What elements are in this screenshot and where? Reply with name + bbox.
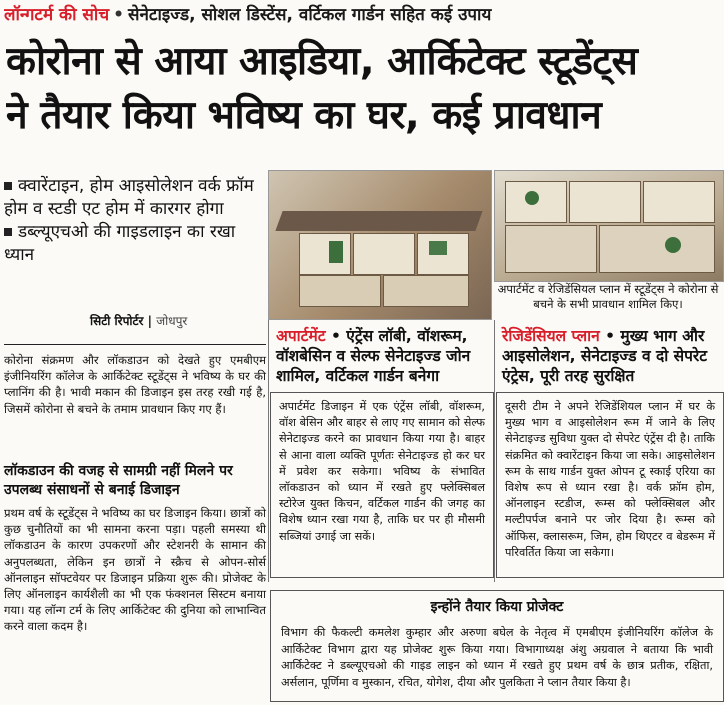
bullet-dot: • (113, 5, 124, 25)
apartment-title: एंट्रेंस लॉबी, वॉशरूम, वॉशबेसिन व सेल्फ सेनेटाइज्ड जोन शामिल, वर्टिकल गार्डन बनेगा (276, 327, 471, 385)
column-divider (268, 320, 269, 582)
project-box (270, 590, 724, 702)
byline: सिटी रिपोर्टर | जोधपुर (90, 314, 188, 328)
apartment-body-box (270, 392, 494, 578)
bullet-item-1: क्वारेंटाइन, होम आइसोलेशन वर्क फ्रॉम होम व स्टडी एट होम में कारगर होगा (4, 176, 254, 219)
square-bullet-icon (4, 228, 12, 236)
square-bullet-icon (4, 182, 12, 190)
bullet-item-2: डब्ल्यूएचओ की गाइडलाइन का रखा ध्यान (4, 222, 236, 265)
byline-city: जोधपुर (156, 314, 188, 328)
lockdown-paragraph: प्रथम वर्ष के स्टूडेंट्स ने भविष्य का घर डिजाइन किया। छात्रों को कुछ चुनौतियों का भी सामना करना पड़ा। पहली समस्या थी लॉकडाउन के कारण उपकरणों और स्टेशनरी के सामान की अनुपलब्धता, लेकिन इन छात्रों ने स्क्रैच से ओपन-सोर्स ऑनलाइन सॉफ्टवेयर पर डिजाइन प्रक्रिया शुरू की। प्रोजेक्ट के लिए ऑनलाइन कार्यशैली का भी एक फंक्शनल सिस्टम बनाया गया। यह लॉन्ग टर्म के लिए आर्किटेक्ट की दुनिया को लाभान्वित करने वाला कदम है। (4, 506, 266, 634)
headline-line-2: ने तैयार किया भविष्य का घर, कई प्रावधान (6, 93, 602, 138)
column-divider (494, 320, 495, 582)
residential-body: दूसरी टीम ने अपने रेजिडेंशियल प्लान में घर के मुख्य भाग व आइसोलेशन रूम में जाने के लिए सेनेटाइज्ड सुविधा युक्त दो सेपरेट एंट्रेंस दी है। ताकि संक्रमित को क्वारेंटाइन किया जा सके। आइसोलेशन रूम के साथ गार्डन युक्त ओपन टू स्काई एरिया का विशेष रूप से ध्यान रखा है। वर्क फ्रॉम होम, ऑनलाइन स्टडीज, रूम्स को फ्लेक्सिबल और मल्टीपर्पज बनाने पर जोर दिया है। रूम्स को ऑफिस, क्लासरूम, जिम, होम थिएटर व बेडरूम में परिवर्तित किया जा सकेगा। (505, 400, 715, 559)
residential-plan-image (494, 170, 724, 282)
headline-line-1: कोरोना से आया आइडिया, आर्किटेक्ट स्टूडेंट्स (6, 39, 638, 84)
byline-reporter: सिटी रिपोर्टर (90, 314, 144, 328)
divider (4, 344, 266, 345)
kicker-line (4, 2, 720, 30)
residential-label: रेजिडेंसियल प्लान (502, 327, 600, 345)
project-body: विभाग की फैकल्टी कमलेश कुम्हार और अरुणा बघेल के नेतृत्व में एमबीएम इंजीनियरिंग कॉलेज के आर्किटेक्ट विभाग द्वारा यह प्रोजेक्ट शुरू किया गया। विभागाध्यक्ष अंशु अग्रवाल ने बताया कि भावी आर्किटेक्ट ने डब्ल्यूएचओ की गाइड लाइन को ध्यान में रखते हुए प्रथम वर्ष के छात्र प्रतीक, रक्षिता, अर्सलान, पूर्णिमा व मुस्कान, रचित, योगेश, दीया और पुलकिता ने प्लान तैयार किया है। (281, 626, 713, 689)
residential-body-box (496, 392, 724, 578)
residential-heading: रेजिडेंसियल प्लान • मुख्य भाग और आइसोलेशन, सेनेटाइज्ड व दो सेपरेट एंट्रेस, पूरी तरह सुरक्षित (502, 327, 708, 385)
lockdown-heading: लॉकडाउन की वजह से सामग्री नहीं मिलने पर उपलब्ध संसाधनों से बनाई डिजाइन (4, 463, 233, 498)
kicker-text: सेनेटाइज्ड, सोशल डिस्टेंस, वर्टिकल गार्डन सहित कई उपाय (128, 5, 492, 25)
apartment-label: अपार्टमेंट (276, 327, 326, 345)
intro-paragraph: कोरोना संक्रमण और लॉकडाउन को देखते हुए एमबीएम इंजीनियरिंग कॉलेज के आर्किटेक्ट स्टूडेंट्स ने भविष्य के घर की प्लानिंग की है। भावी मकान की डिजाइन इस तरह रखी गई है, जिसमें कोरोना से बचने के तमाम प्रावधान किए गए हैं। (4, 353, 266, 416)
project-title: इन्होंने तैयार किया प्रोजेक्ट (430, 599, 564, 615)
apartment-render-image (268, 170, 492, 320)
highlight-bullets (4, 175, 266, 267)
apartment-heading: अपार्टमेंट • एंट्रेंस लॉबी, वॉशरूम, वॉशबेसिन व सेल्फ सेनेटाइज्ड जोन शामिल, वर्टिकल गार्डन बनेगा (276, 327, 471, 385)
apartment-body: अपार्टमेंट डिजाइन में एक एंट्रेंस लॉबी, वॉशरूम, वॉश बेसिन और बाहर से लाए गए सामान को सेल्फ सेनेटाइज्ड करने का प्रावधान किया गया है। बाहर से आना वाला व्यक्ति पूर्णतः सेनेटाइज्ड हो कर घर में प्रवेश कर सकेगा। भविष्य के संभावित लॉकडाउन को ध्यान में रखते हुए फ्लेक्सिबल स्टोरेज युक्त किचन, वर्टिकल गार्डन की जगह का विशेष ध्यान रखा गया है, ताकि घर पर ही मौसमी सब्जियां उगाई जा सकें। (279, 400, 485, 543)
kicker-label: लॉन्गटर्म की सोच (4, 5, 110, 25)
image-caption: अपार्टमेंट व रेजिडेंसियल प्लान में स्टूडेंट्स ने कोरोना से बचने के सभी प्रावधान शामिल किए। (497, 282, 719, 311)
residential-title: मुख्य भाग और आइसोलेशन, सेनेटाइज्ड व दो सेपरेट एंट्रेस, पूरी तरह सुरक्षित (502, 327, 708, 385)
